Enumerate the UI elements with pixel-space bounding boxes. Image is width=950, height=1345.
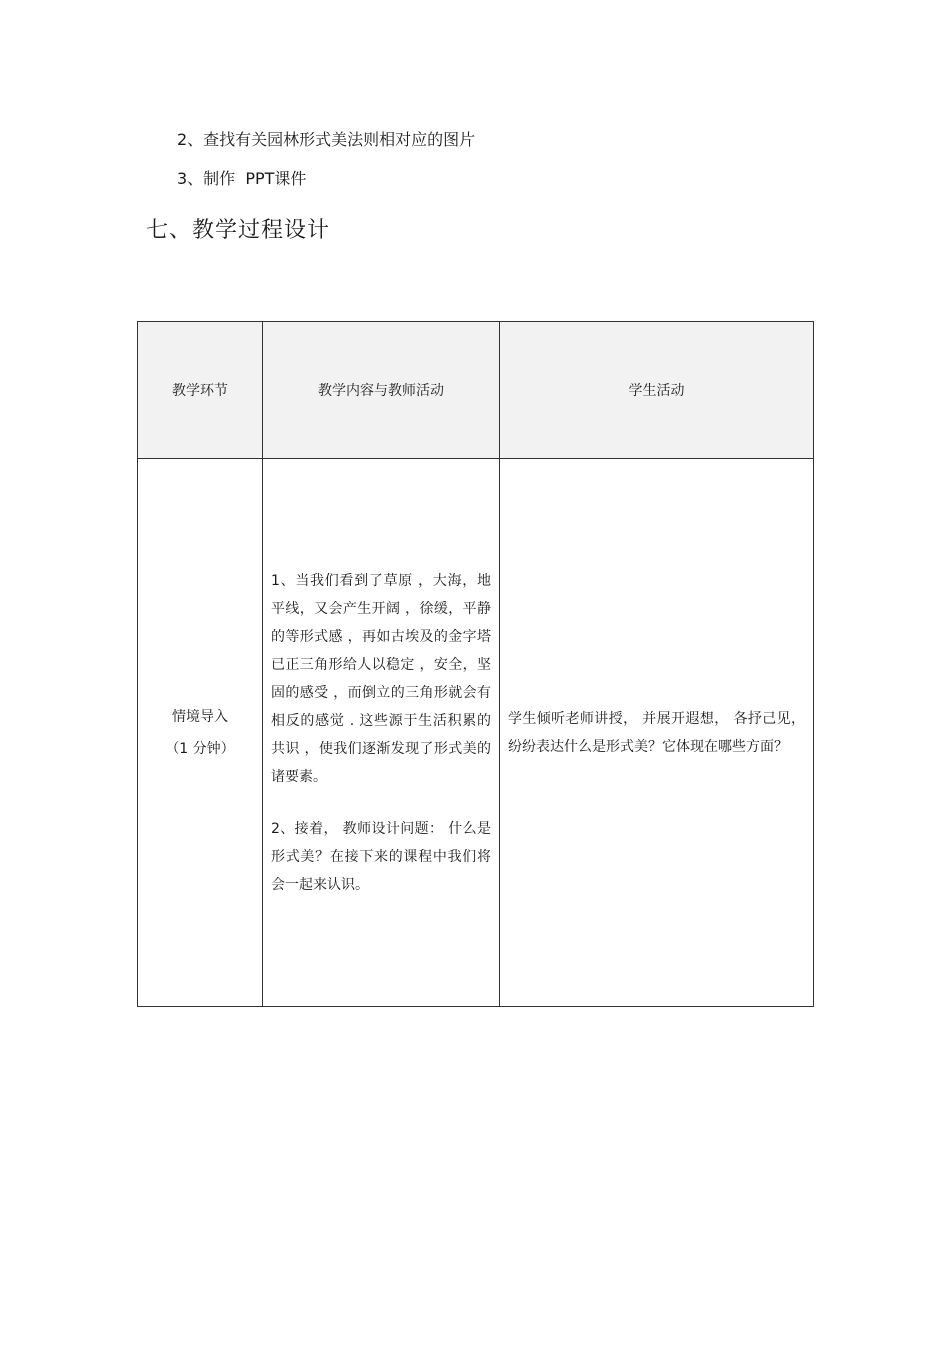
teacher-content-cell: [263, 459, 500, 1007]
stage-duration: （1 分钟）: [165, 740, 235, 757]
table-header-row: [138, 322, 814, 459]
stage-name: 情境导入: [172, 708, 228, 725]
table-row: [138, 459, 814, 1007]
prep-list-item-2: 2、查找有关园林形式美法则相对应的图片: [177, 130, 476, 149]
student-activity-text: 学生倾听老师讲授， 并展开遐想， 各抒己见，纷纷表达什么是形式美？它体现在哪些方面？: [508, 710, 805, 755]
header-student-activity: 学生活动: [500, 322, 814, 459]
student-activity-cell: [500, 459, 814, 1007]
lesson-process-table: [137, 321, 814, 1007]
content-paragraph-1: 1、当我们看到了草原 ，大海，地平线，又会产生开阔 ，徐缓，平静的等形式感 ，再如古埃及的金字塔已正三角形给人以稳定 ，安全，坚固的感受 ，而倒立的三角形就会有相反的感觉 . 这些源于生活积累的共识 ，使我们逐渐发现了形式美的诸要素。: [271, 572, 491, 785]
header-teacher-content: 教学内容与教师活动: [263, 322, 500, 459]
prep-list-item-3: 3、制作 PPT课件: [177, 169, 307, 188]
content-paragraph-2: 2、接着， 教师设计问题： 什么是形式美？在接下来的课程中我们将会一起来认识。: [271, 820, 491, 893]
section-heading: 七、教学过程设计: [146, 218, 331, 243]
header-stage: 教学环节: [138, 322, 263, 459]
stage-cell: [138, 459, 263, 1007]
